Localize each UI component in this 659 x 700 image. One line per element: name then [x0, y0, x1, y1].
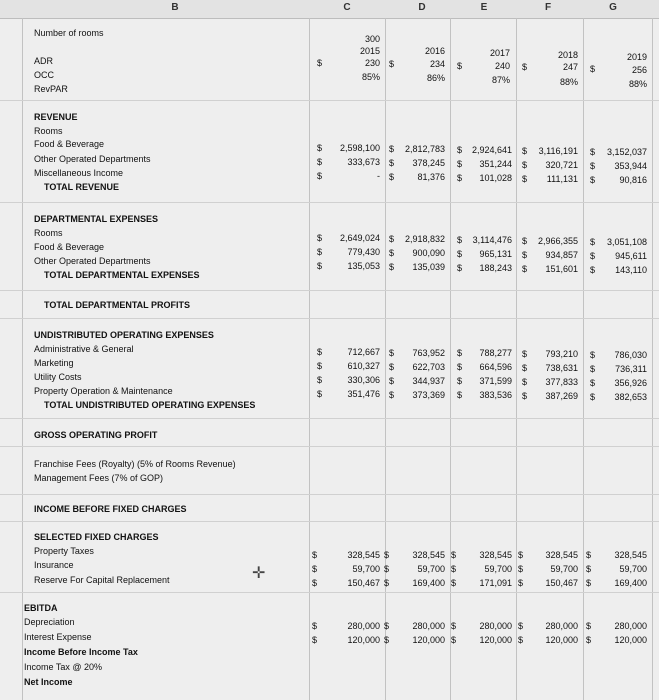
currency-sign: $: [457, 348, 463, 358]
depreciation-2017[interactable]: 280,000: [479, 621, 512, 631]
departmental-title: DEPARTMENTAL EXPENSES: [34, 214, 159, 224]
year-2018[interactable]: 2018: [557, 50, 578, 60]
rev-other-2018[interactable]: 320,721: [545, 160, 578, 170]
currency-sign: $: [590, 161, 596, 171]
property-2016[interactable]: 373,369: [412, 390, 445, 400]
revenue-title: REVENUE: [34, 112, 78, 122]
revenue-rooms-label: Rooms: [34, 126, 63, 136]
utility-label: Utility Costs: [34, 372, 82, 382]
currency-sign: $: [384, 635, 390, 645]
currency-sign: $: [312, 621, 318, 631]
property-2019[interactable]: 382,653: [614, 392, 647, 402]
revpar-label: RevPAR: [34, 84, 68, 94]
dept-rooms-2017[interactable]: 3,114,476: [472, 235, 512, 245]
number-of-rooms-label: Number of rooms: [34, 28, 104, 38]
currency-sign: $: [522, 377, 528, 387]
currency-sign: $: [518, 564, 524, 574]
currency-sign: $: [457, 263, 463, 273]
occ-2017[interactable]: 87%: [491, 75, 510, 85]
dept-fb-2019[interactable]: 945,611: [615, 251, 647, 261]
currency-sign: $: [522, 62, 528, 72]
depreciation-label: Depreciation: [24, 617, 75, 627]
currency-sign: $: [586, 621, 592, 631]
total-revenue-label: TOTAL REVENUE: [44, 182, 120, 192]
currency-sign: $: [457, 159, 463, 169]
rooms-value[interactable]: 300: [364, 34, 380, 44]
currency-sign: $: [457, 61, 463, 71]
currency-sign: $: [590, 350, 596, 360]
currency-sign: $: [317, 171, 323, 181]
currency-sign: $: [522, 391, 528, 401]
currency-sign: $: [457, 235, 463, 245]
insurance-label: Insurance: [34, 560, 74, 570]
interest-2019[interactable]: 120,000: [614, 635, 647, 645]
currency-sign: $: [457, 173, 463, 183]
cell-cursor-icon: ✛: [252, 565, 266, 582]
total-undistributed-label: TOTAL UNDISTRIBUTED OPERATING EXPENSES: [44, 400, 256, 410]
year-2019[interactable]: 2019: [626, 52, 647, 62]
property-taxes-label: Property Taxes: [34, 546, 94, 556]
currency-sign: $: [389, 158, 395, 168]
interest-2016[interactable]: 120,000: [412, 635, 445, 645]
column-b-header[interactable]: B: [171, 2, 179, 13]
adr-2018[interactable]: 247: [562, 62, 578, 72]
utility-2016[interactable]: 344,937: [412, 376, 445, 386]
admin-2019[interactable]: 786,030: [614, 350, 647, 360]
utility-2018[interactable]: 377,833: [545, 377, 578, 387]
currency-sign: $: [389, 362, 395, 372]
dept-other-2015[interactable]: 135,053: [347, 261, 380, 271]
revenue-fb-label: Food & Beverage: [34, 139, 105, 149]
reserve-2019[interactable]: 169,400: [614, 578, 647, 588]
depreciation-2016[interactable]: 280,000: [412, 621, 445, 631]
dept-rooms-2015[interactable]: 2,649,024: [339, 233, 380, 243]
year-2015[interactable]: 2015: [359, 46, 380, 56]
currency-sign: $: [317, 233, 323, 243]
utility-2019[interactable]: 356,926: [614, 378, 647, 388]
fixed-charges-title: SELECTED FIXED CHARGES: [34, 532, 159, 542]
adr-2016[interactable]: 234: [429, 59, 445, 69]
currency-sign: $: [317, 143, 323, 153]
marketing-2018[interactable]: 738,631: [545, 363, 578, 373]
taxes-2015[interactable]: 328,545: [347, 550, 380, 560]
reserve-2017[interactable]: 171,091: [479, 578, 512, 588]
currency-sign: $: [451, 564, 457, 574]
currency-sign: $: [457, 390, 463, 400]
currency-sign: $: [317, 261, 323, 271]
departmental-profits-label: TOTAL DEPARTMENTAL PROFITS: [44, 300, 190, 310]
currency-sign: $: [317, 58, 323, 68]
insurance-2019[interactable]: 59,700: [619, 564, 647, 574]
currency-sign: $: [522, 236, 528, 246]
dept-fb-2016[interactable]: 900,090: [412, 248, 445, 258]
franchise-fees-label: Franchise Fees (Royalty) (5% of Rooms Revenue): [34, 459, 236, 469]
column-c-header[interactable]: C: [343, 2, 351, 13]
admin-label: Administrative & General: [34, 344, 134, 354]
currency-sign: $: [384, 550, 390, 560]
taxes-2017[interactable]: 328,545: [479, 550, 512, 560]
currency-sign: $: [586, 564, 592, 574]
currency-sign: $: [317, 157, 323, 167]
currency-sign: $: [451, 550, 457, 560]
interest-2018[interactable]: 120,000: [545, 635, 578, 645]
currency-sign: $: [451, 635, 457, 645]
dept-fb-2017[interactable]: 965,131: [479, 249, 512, 259]
dept-rooms-2019[interactable]: 3,051,108: [606, 237, 647, 247]
admin-2016[interactable]: 763,952: [412, 348, 445, 358]
currency-sign: $: [312, 578, 318, 588]
currency-sign: $: [590, 175, 596, 185]
admin-2017[interactable]: 788,277: [479, 348, 512, 358]
dept-other-2017[interactable]: 188,243: [479, 263, 512, 273]
reserve-2015[interactable]: 150,467: [347, 578, 380, 588]
adr-2017[interactable]: 240: [494, 61, 510, 71]
currency-sign: $: [312, 635, 318, 645]
currency-sign: $: [384, 621, 390, 631]
rev-other-2019[interactable]: 353,944: [614, 161, 647, 171]
currency-sign: $: [586, 635, 592, 645]
depreciation-2015[interactable]: 280,000: [347, 621, 380, 631]
property-label: Property Operation & Maintenance: [34, 386, 173, 396]
currency-sign: $: [451, 621, 457, 631]
dept-fb-2015[interactable]: 779,430: [347, 247, 380, 257]
column-header-bar: [0, 0, 659, 19]
interest-2017[interactable]: 120,000: [479, 635, 512, 645]
rev-misc-2018[interactable]: 111,131: [546, 174, 578, 184]
revenue-misc-label: Miscellaneous Income: [34, 168, 124, 178]
currency-sign: $: [389, 172, 395, 182]
marketing-2017[interactable]: 664,596: [479, 362, 512, 372]
currency-sign: $: [522, 363, 528, 373]
ibit-label: Income Before Income Tax: [24, 647, 138, 657]
insurance-2017[interactable]: 59,700: [484, 564, 512, 574]
currency-sign: $: [522, 250, 528, 260]
rev-misc-2019[interactable]: 90,816: [619, 175, 647, 185]
insurance-2018[interactable]: 59,700: [550, 564, 578, 574]
occ-2016[interactable]: 86%: [426, 73, 445, 83]
marketing-2015[interactable]: 610,327: [347, 361, 380, 371]
currency-sign: $: [518, 550, 524, 560]
currency-sign: $: [590, 265, 596, 275]
marketing-2019[interactable]: 736,311: [615, 364, 647, 374]
dept-rooms-2016[interactable]: 2,918,832: [404, 234, 445, 244]
currency-sign: $: [389, 144, 395, 154]
currency-sign: $: [522, 349, 528, 359]
admin-2018[interactable]: 793,210: [545, 349, 578, 359]
net-income-label: Net Income: [24, 677, 73, 687]
currency-sign: $: [522, 174, 528, 184]
currency-sign: $: [389, 390, 395, 400]
rev-misc-2015[interactable]: -: [377, 171, 380, 181]
column-d-header[interactable]: D: [418, 2, 426, 13]
currency-sign: $: [522, 146, 528, 156]
admin-2015[interactable]: 712,667: [347, 347, 380, 357]
currency-sign: $: [317, 247, 323, 257]
currency-sign: $: [457, 362, 463, 372]
currency-sign: $: [518, 635, 524, 645]
currency-sign: $: [384, 578, 390, 588]
reserve-2018[interactable]: 150,467: [545, 578, 578, 588]
undistributed-title: UNDISTRIBUTED OPERATING EXPENSES: [34, 330, 214, 340]
dept-rooms-2018[interactable]: 2,966,355: [537, 236, 578, 246]
currency-sign: $: [457, 376, 463, 386]
currency-sign: $: [317, 361, 323, 371]
reserve-label: Reserve For Capital Replacement: [34, 575, 170, 585]
income-tax-label: Income Tax @ 20%: [24, 662, 103, 672]
dept-fb-2018[interactable]: 934,857: [545, 250, 578, 260]
year-2017[interactable]: 2017: [489, 48, 510, 58]
rev-fb-2019[interactable]: 3,152,037: [606, 147, 647, 157]
insurance-2016[interactable]: 59,700: [417, 564, 445, 574]
rev-other-2017[interactable]: 351,244: [479, 159, 512, 169]
dept-rooms-label: Rooms: [34, 228, 63, 238]
depreciation-2019[interactable]: 280,000: [614, 621, 647, 631]
currency-sign: $: [389, 376, 395, 386]
currency-sign: $: [590, 251, 596, 261]
property-2018[interactable]: 387,269: [545, 391, 578, 401]
currency-sign: $: [590, 378, 596, 388]
rev-fb-2016[interactable]: 2,812,783: [404, 144, 445, 154]
currency-sign: $: [451, 578, 457, 588]
utility-2017[interactable]: 371,599: [479, 376, 512, 386]
occ-2015[interactable]: 85%: [361, 72, 380, 82]
depreciation-2018[interactable]: 280,000: [545, 621, 578, 631]
taxes-2018[interactable]: 328,545: [545, 550, 578, 560]
interest-2015[interactable]: 120,000: [347, 635, 380, 645]
gop-label: GROSS OPERATING PROFIT: [34, 430, 158, 440]
dept-fb-label: Food & Beverage: [34, 242, 105, 252]
dept-other-2016[interactable]: 135,039: [412, 262, 445, 272]
currency-sign: $: [518, 621, 524, 631]
dept-other-2018[interactable]: 151,601: [545, 264, 578, 274]
currency-sign: $: [389, 59, 395, 69]
revenue-other-label: Other Operated Departments: [34, 154, 151, 164]
reserve-2016[interactable]: 169,400: [412, 578, 445, 588]
adr-2015[interactable]: 230: [364, 58, 380, 68]
currency-sign: $: [518, 578, 524, 588]
rev-fb-2017[interactable]: 2,924,641: [471, 145, 512, 155]
rev-misc-2017[interactable]: 101,028: [479, 173, 512, 183]
taxes-2019[interactable]: 328,545: [614, 550, 647, 560]
currency-sign: $: [384, 564, 390, 574]
rev-other-2015[interactable]: 333,673: [347, 157, 380, 167]
occ-label: OCC: [34, 70, 54, 80]
management-fees-label: Management Fees (7% of GOP): [34, 473, 164, 483]
currency-sign: $: [317, 375, 323, 385]
adr-2019[interactable]: 256: [631, 65, 647, 75]
currency-sign: $: [590, 392, 596, 402]
currency-sign: $: [317, 389, 323, 399]
currency-sign: $: [312, 564, 318, 574]
property-2017[interactable]: 383,536: [479, 390, 512, 400]
currency-sign: $: [586, 550, 592, 560]
column-g-header[interactable]: G: [609, 2, 617, 13]
insurance-2015[interactable]: 59,700: [352, 564, 380, 574]
dept-other-label: Other Operated Departments: [34, 256, 151, 266]
marketing-2016[interactable]: 622,703: [412, 362, 445, 372]
taxes-2016[interactable]: 328,545: [412, 550, 445, 560]
currency-sign: $: [590, 237, 596, 247]
year-2016[interactable]: 2016: [424, 46, 445, 56]
currency-sign: $: [312, 550, 318, 560]
currency-sign: $: [457, 145, 463, 155]
property-2015[interactable]: 351,476: [347, 389, 380, 399]
currency-sign: $: [389, 348, 395, 358]
column-e-header[interactable]: E: [480, 2, 488, 13]
currency-sign: $: [389, 234, 395, 244]
currency-sign: $: [457, 249, 463, 259]
occ-2018[interactable]: 88%: [559, 77, 578, 87]
utility-2015[interactable]: 330,306: [347, 375, 380, 385]
currency-sign: $: [590, 64, 596, 74]
currency-sign: $: [522, 160, 528, 170]
currency-sign: $: [389, 262, 395, 272]
occ-2019[interactable]: 88%: [628, 79, 647, 89]
ibfc-label: INCOME BEFORE FIXED CHARGES: [34, 504, 187, 514]
rev-fb-2018[interactable]: 3,116,191: [538, 146, 578, 156]
ebitda-label: EBITDA: [24, 603, 58, 613]
total-departmental-label: TOTAL DEPARTMENTAL EXPENSES: [44, 270, 200, 280]
column-f-header[interactable]: F: [544, 2, 552, 13]
currency-sign: $: [586, 578, 592, 588]
currency-sign: $: [317, 347, 323, 357]
rev-other-2016[interactable]: 378,245: [412, 158, 445, 168]
adr-label: ADR: [34, 56, 54, 66]
rev-fb-2015[interactable]: 2,598,100: [339, 143, 380, 153]
dept-other-2019[interactable]: 143,110: [615, 265, 647, 275]
interest-label: Interest Expense: [24, 632, 92, 642]
currency-sign: $: [590, 364, 596, 374]
currency-sign: $: [522, 264, 528, 274]
rev-misc-2016[interactable]: 81,376: [417, 172, 445, 182]
currency-sign: $: [590, 147, 596, 157]
marketing-label: Marketing: [34, 358, 74, 368]
currency-sign: $: [389, 248, 395, 258]
